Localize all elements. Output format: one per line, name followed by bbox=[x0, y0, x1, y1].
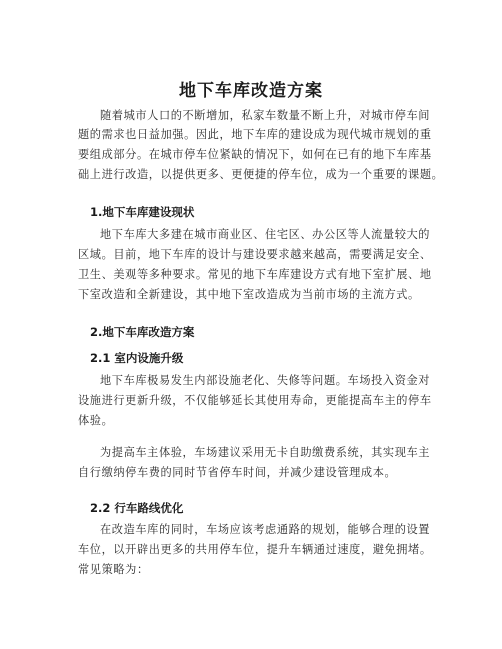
subsection-2-1-line: 为提高车主体验，车场建议采用无卡自助缴费系统，其实现车主 bbox=[100, 446, 431, 459]
subsection-2-1-line: 设施进行更新升级，不仅能够延长其使用寿命，更能提高车主的停车 bbox=[78, 394, 432, 407]
section-heading-1: 1.地下车库建设现状 bbox=[90, 205, 195, 219]
subsection-2-1-line: 自行缴纳停车费的同时节省停车时间，并减少建设管理成本。 bbox=[78, 466, 397, 479]
subsection-2-2-line: 车位，以开辟出更多的共用停车位，提升车辆通过速度，避免拥堵。 bbox=[78, 543, 432, 556]
intro-line: 要组成部分。在城市停车位紧缺的情况下，如何在已有的地下车库基 bbox=[78, 148, 432, 161]
subsection-2-2-line: 常见策略为： bbox=[78, 563, 149, 576]
subsection-2-1-line: 地下车库极易发生内部设施老化、失修等问题。车场投入资金对 bbox=[100, 374, 431, 387]
intro-line: 础上进行改造，以提供更多、更便捷的停车位，成为一个重要的课题。 bbox=[78, 168, 444, 181]
intro-line: 随着城市人口的不断增加，私家车数量不断上升，对城市停车间 bbox=[100, 109, 431, 122]
section-heading-2: 2.地下车库改造方案 bbox=[90, 325, 195, 339]
subsection-heading-2-2: 2.2 行车路线优化 bbox=[90, 501, 184, 515]
intro-line: 题的需求也日益加强。因此，地下车库的建设成为现代城市规划的重 bbox=[78, 128, 432, 141]
section-1-line: 地下车库大多建在城市商业区、住宅区、办公区等人流量较大的 bbox=[100, 228, 431, 241]
subsection-heading-2-1: 2.1 室内设施升级 bbox=[90, 351, 184, 365]
document-title: 地下车库改造方案 bbox=[179, 81, 323, 101]
subsection-2-1-line: 体验。 bbox=[78, 414, 114, 427]
section-1-line: 下室改造和全新建设，其中地下室改造成为当前市场的主流方式。 bbox=[78, 288, 420, 301]
subsection-2-2-line: 在改造车库的同时，车场应该考虑通路的规划，能够合理的设置 bbox=[100, 523, 431, 536]
section-1-line: 区域。目前，地下车库的设计与建设要求越来越高，需要满足安全、 bbox=[78, 248, 432, 261]
section-1-line: 卫生、美观等多种要求。常见的地下车库建设方式有地下室扩展、地 bbox=[78, 268, 432, 281]
